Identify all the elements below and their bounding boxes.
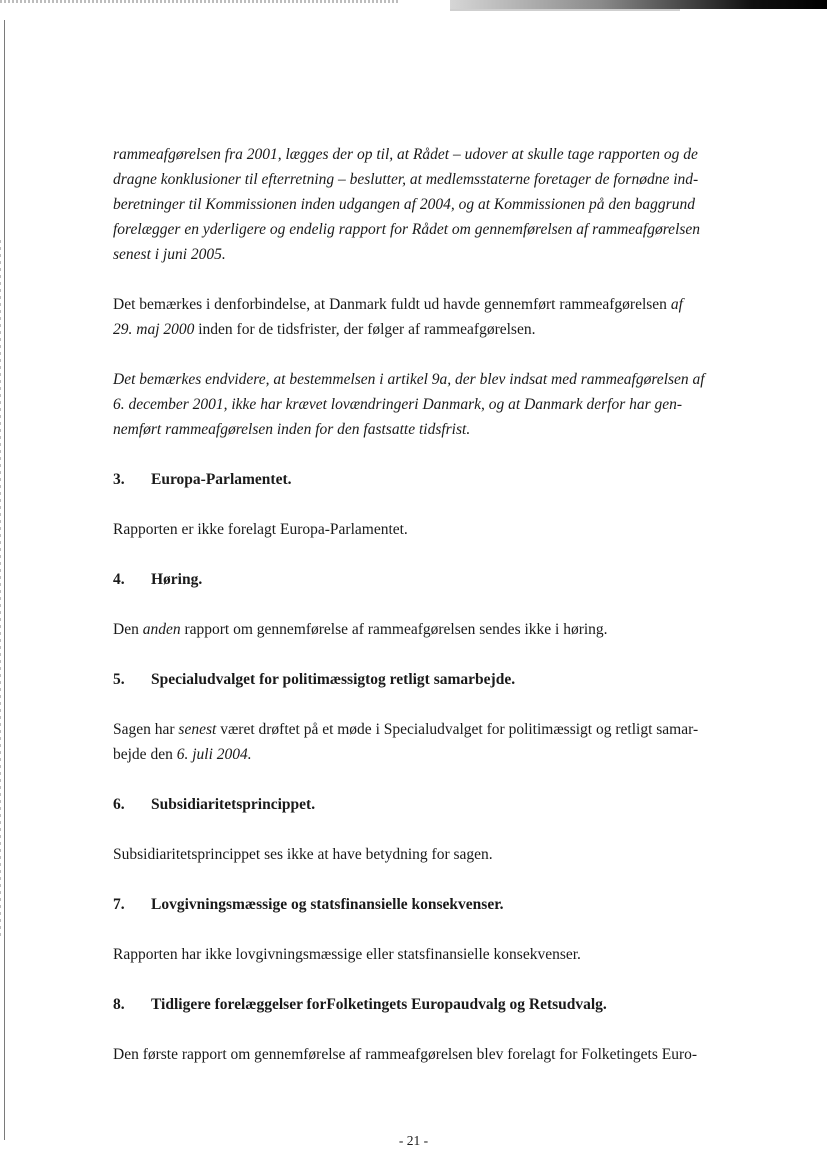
intro-line: dragne konklusioner til efterretning – beslutter, at medlemsstaterne foretager de fornødne ind-: [113, 171, 699, 188]
scan-artifact-top-right: [450, 0, 827, 9]
section-number: 5.: [113, 671, 125, 688]
section-heading-7: [113, 892, 753, 917]
text-run: rapport om gennemførelse af rammeafgørelsen sendes ikke i høring.: [180, 621, 608, 638]
section-4-text: [113, 617, 753, 642]
section-number: 8.: [113, 996, 125, 1013]
text-run: Det bemærkes i denforbindelse, at Danmark fuldt ud havde gennemført rammeafgørelsen: [113, 296, 671, 313]
intro-line: rammeafgørelsen fra 2001, lægges der op til, at Rådet – udover at skulle tage rapporten og de: [113, 146, 698, 163]
section-5-text: [113, 717, 753, 767]
implementation-paragraph: [113, 292, 753, 342]
scan-artifact-left-edge-dotted: [0, 240, 1, 940]
paragraph-line: [113, 292, 753, 317]
section-3-text: Rapporten er ikke forelagt Europa-Parlamentet.: [113, 521, 408, 538]
section-number: 3.: [113, 471, 125, 488]
text-run-italic: senest: [178, 721, 217, 738]
text-run: inden for de tidsfrister, der følger af rammeafgørelsen.: [194, 321, 536, 338]
text-run: Sagen har: [113, 721, 179, 738]
section-title: Specialudvalget for politimæssigtog retligt samarbejde.: [151, 671, 516, 688]
section-number: 4.: [113, 571, 125, 588]
scan-artifact-top-right-thin: [450, 9, 680, 11]
text-run: bejde den: [113, 746, 177, 763]
section-title: Lovgivningsmæssige og statsfinansielle konsekvenser.: [151, 896, 504, 913]
section-title: Subsidiaritetsprincippet.: [151, 796, 316, 813]
document-body: [113, 142, 753, 1067]
scan-artifact-top-left: [0, 0, 400, 3]
section-heading-8: [113, 992, 753, 1017]
scan-artifact-left-edge: [4, 20, 5, 1140]
intro-line: senest i juni 2005.: [113, 246, 226, 263]
paragraph-line: [113, 717, 753, 742]
text-run-italic: anden: [142, 621, 181, 638]
section-number: 7.: [113, 896, 125, 913]
section-heading-6: [113, 792, 753, 817]
intro-paragraph: [113, 142, 753, 267]
paragraph-line: [113, 317, 753, 342]
section-number: 6.: [113, 796, 125, 813]
section-title: Høring.: [151, 571, 203, 588]
section-8-text: Den første rapport om gennemførelse af rammeafgørelsen blev forelagt for Folketingets Euro-: [113, 1046, 698, 1063]
section-heading-5: [113, 667, 753, 692]
date-italic: 6. juli 2004.: [176, 746, 252, 763]
paragraph-line: [113, 742, 753, 767]
intro-line: beretninger til Kommissionen inden udgangen af 2004, og at Kommissionen på den baggrund: [113, 196, 695, 213]
paragraph-line: Det bemærkes endvidere, at bestemmelsen i artikel 9a, der blev indsat med rammeafgørelsen af: [113, 371, 705, 388]
section-title: Tidligere forelæggelser forFolketingets Europaudvalg og Retsudvalg.: [151, 996, 607, 1013]
intro-line: forelægger en yderligere og endelig rapport for Rådet om gennemførelsen af rammeafgørelsen: [113, 221, 701, 238]
date-italic: 29. maj 2000: [113, 321, 195, 338]
page-number: - 21 -: [398, 1133, 429, 1148]
section-heading-3: [113, 467, 753, 492]
text-run-italic: af: [670, 296, 683, 313]
article-9a-paragraph: [113, 367, 753, 442]
paragraph-line: 6. december 2001, ikke har krævet lovændringeri Danmark, og at Danmark derfor har gen-: [113, 396, 683, 413]
text-run: været drøftet på et møde i Specialudvalget for politimæssigt og retligt samar-: [216, 721, 699, 738]
section-heading-4: [113, 567, 753, 592]
section-7-text: Rapporten har ikke lovgivningsmæssige eller statsfinansielle konsekvenser.: [113, 946, 581, 963]
section-title: Europa-Parlamentet.: [151, 471, 292, 488]
paragraph-line: nemført rammeafgørelsen inden for den fastsatte tidsfrist.: [113, 421, 471, 438]
text-run: Den: [113, 621, 143, 638]
section-6-text: Subsidiaritetsprincippet ses ikke at have betydning for sagen.: [113, 846, 493, 863]
